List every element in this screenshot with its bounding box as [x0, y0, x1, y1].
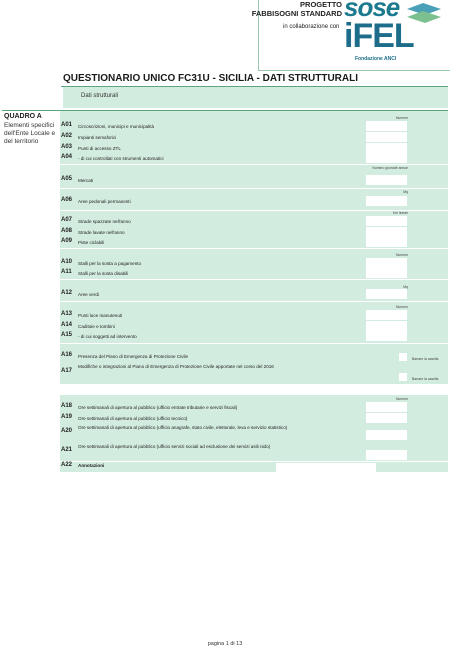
row-code: A22: [61, 462, 73, 468]
row-code: A21: [61, 447, 73, 453]
row-code: A10: [61, 259, 73, 265]
unit-label: Mq: [403, 285, 408, 289]
row-label: Punti di accesso ZTL: [78, 146, 121, 151]
row-label: Ore settimanali di apertura al pubblico (ufficio servizi sociali ad esclusione dei servizi asili nido): [78, 444, 271, 449]
row-code: A13: [61, 311, 73, 317]
row-label: Presenza del Piano di Emergenza di Protezione Civile: [78, 354, 189, 359]
page-header: [0, 0, 450, 75]
numero-field[interactable]: [366, 310, 407, 320]
quadro-title: QUADRO A: [4, 113, 42, 120]
row-label: Impianti semaforici: [78, 135, 117, 140]
page-number: pagina 1 di 13: [207, 641, 243, 647]
row-code: A08: [61, 228, 73, 234]
mq-field[interactable]: [366, 196, 407, 206]
unit-label: Mq: [403, 190, 408, 194]
ifel-logo: iFEL: [344, 17, 414, 55]
unit-label: Numero: [395, 305, 408, 309]
unit-label: Numero: [395, 397, 408, 401]
row-label: Punti luce manutenuti: [78, 313, 123, 318]
row-code: A14: [61, 322, 73, 328]
checkbox[interactable]: [399, 353, 407, 361]
row-code: A01: [61, 122, 73, 128]
row-a13: [60, 310, 448, 321]
project-label: [252, 1, 342, 18]
row-code: A17: [61, 368, 73, 374]
row-a22: [60, 462, 448, 472]
numero-field[interactable]: [366, 143, 407, 153]
row-a20: [60, 424, 448, 442]
collab-text: in collaborazione con: [283, 24, 340, 30]
row-code: A06: [61, 197, 73, 203]
row-a01: [60, 121, 448, 132]
row-label: Stalli per la sosta a pagamento: [78, 261, 142, 266]
section-bar: [63, 87, 448, 108]
page-title: QUESTIONARIO UNICO FC31U - SICILIA - DATI STRUTTURALI: [63, 73, 358, 84]
row-a09: [60, 238, 448, 249]
row-label: - di cui soggetti ad intervento: [78, 334, 137, 339]
section-subtitle: Dati strutturali: [81, 93, 119, 99]
row-code: A19: [61, 414, 73, 420]
row-label: - di cui controllati con strumenti automatici: [78, 156, 164, 161]
row-a19: [60, 413, 448, 424]
project-line1: PROGETTO: [300, 0, 342, 9]
numero-field[interactable]: [366, 321, 407, 331]
km-field[interactable]: [366, 227, 407, 237]
unit-label: Numero giornate annue: [372, 166, 408, 170]
giornate-field[interactable]: [366, 175, 407, 185]
row-label: Modifiche o integrazioni al Piano di Emergenza di Protezione Civile apportate nel corso del 2016: [78, 364, 274, 369]
sose-logo: sose: [344, 0, 400, 22]
row-a16: [60, 352, 448, 363]
numero-field[interactable]: [366, 153, 407, 163]
row-a07: [60, 216, 448, 227]
row-code: A12: [61, 290, 73, 296]
row-label: Caditoie e tombini: [78, 324, 115, 329]
ore-field[interactable]: [366, 413, 407, 423]
row-label: Ore settimanali di apertura al pubblico (ufficio entrate tributarie e servizi fiscali): [78, 405, 238, 410]
header-divider: [258, 70, 450, 71]
row-a06: [60, 196, 448, 207]
row-label: Annotazioni: [78, 463, 105, 468]
row-label: Aree pedonali permanenti: [78, 199, 131, 204]
row-code: A16: [61, 352, 73, 358]
ore-field[interactable]: [366, 450, 407, 460]
row-code: A15: [61, 332, 73, 338]
checkbox[interactable]: [399, 373, 407, 381]
row-label: Strade lavate nell'anno: [78, 230, 125, 235]
row-code: A18: [61, 403, 73, 409]
row-a12: [60, 289, 448, 300]
row-a17: [60, 363, 448, 383]
row-label: Aree verdi: [78, 292, 99, 297]
row-label: Strade spazzate nell'anno: [78, 219, 131, 224]
row-a15: [60, 332, 448, 343]
unit-label: Numero: [395, 116, 408, 120]
row-a04: [60, 154, 448, 165]
numero-field[interactable]: [366, 331, 407, 341]
project-line2: FABBISOGNI STANDARD: [251, 8, 342, 18]
row-label: Ore settimanali di apertura al pubblico (ufficio anagrafe, stato civile, elettorale, leva e servizio statistico): [78, 425, 288, 430]
row-label: Ore settimanali di apertura al pubblico (ufficio tecnico): [78, 416, 188, 421]
numero-field[interactable]: [366, 121, 407, 131]
row-code: A04: [61, 154, 73, 160]
unit-label: Numero: [395, 253, 408, 257]
numero-field[interactable]: [366, 268, 407, 278]
ifel-subtitle: Fondazione ANCI: [355, 56, 397, 62]
row-label: Circoscrizioni, municipi e municipalità: [78, 124, 155, 129]
row-code: A03: [61, 144, 73, 150]
checkbox-hint: Barrare la casella: [412, 377, 439, 381]
mq-field[interactable]: [366, 289, 407, 299]
row-a05: [60, 175, 448, 186]
annotazioni-field[interactable]: [276, 463, 376, 472]
row-label: Mercati: [78, 178, 94, 183]
ore-field[interactable]: [366, 430, 407, 440]
row-code: A02: [61, 133, 73, 139]
km-field[interactable]: [366, 237, 407, 247]
row-code: A09: [61, 238, 73, 244]
unit-label: Km lineari: [392, 211, 408, 215]
quadro-description: Elementi specifici dell'Ente Locale e del territorio: [4, 122, 56, 145]
numero-field[interactable]: [366, 258, 407, 268]
numero-field[interactable]: [366, 132, 407, 142]
row-label: Piste ciclabili: [78, 240, 105, 245]
row-code: A05: [61, 176, 73, 182]
row-code: A07: [61, 217, 73, 223]
row-a18: [60, 402, 448, 413]
row-code: A11: [61, 269, 72, 275]
row-code: A20: [61, 428, 73, 434]
km-field[interactable]: [366, 216, 407, 226]
row-a11: [60, 268, 448, 279]
row-label: Stalli per la sosta disabili: [78, 271, 129, 276]
row-a21: [60, 443, 448, 461]
row-a02: [60, 132, 448, 143]
checkbox-hint: Barrare la casella: [412, 357, 439, 361]
ore-field[interactable]: [366, 402, 407, 412]
